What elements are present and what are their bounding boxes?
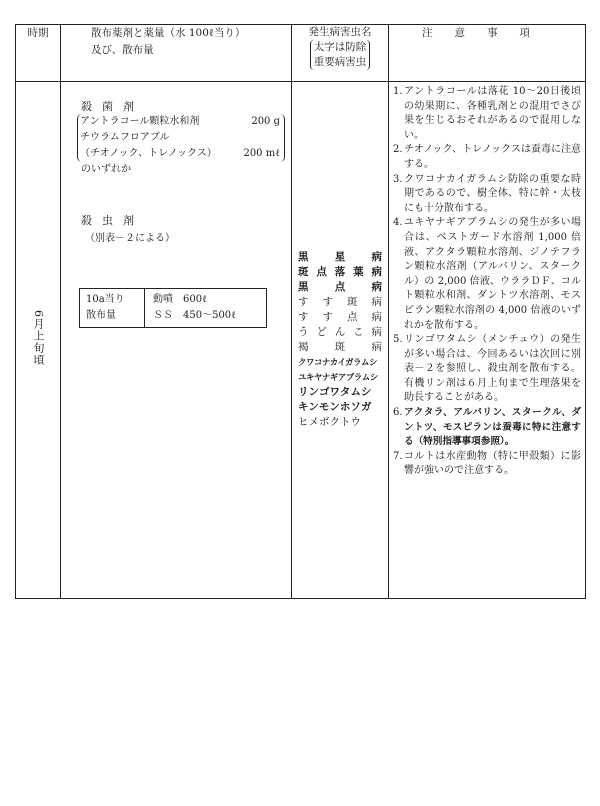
spray-schedule-sheet (15, 24, 585, 599)
pest-char: こ (353, 326, 364, 338)
note-number: 4. (393, 217, 403, 229)
pest-item: ヒメボクトウ (298, 416, 361, 428)
pest-char: 斑 (347, 296, 358, 308)
insecticide-heading: 殺虫剤 (81, 214, 144, 227)
header-pests (292, 25, 389, 82)
body-row (16, 82, 586, 599)
fungicide-heading: 殺菌剤 (81, 100, 144, 113)
spray-cell (61, 82, 292, 599)
note-item (393, 333, 581, 406)
pest-char: 病 (371, 341, 382, 353)
fungicide-bracket (77, 114, 285, 162)
pest-char: う (298, 326, 309, 338)
pest-char: す (298, 296, 309, 308)
header-notes-label: 注意事項 (422, 27, 552, 39)
pest-item (298, 250, 382, 265)
header-spray (61, 25, 292, 82)
volume-label1: 10a当り (86, 294, 125, 305)
note-number: 3. (393, 173, 403, 185)
fungicide-block (81, 98, 285, 178)
pest-item (298, 340, 382, 355)
pest-char: 病 (371, 326, 382, 338)
pest-char: す (322, 311, 333, 323)
pest-char: 点 (334, 281, 346, 293)
note-text: チオノック、トレノックスは蚕毒に注意する。 (404, 144, 581, 170)
header-row (16, 25, 586, 82)
pest-char: 斑 (298, 266, 309, 278)
pest-item (298, 280, 382, 295)
fungicide-item1-name: アントラコール顆粒水和剤 (80, 116, 200, 127)
fungicide-item-1 (80, 114, 280, 130)
volume-values (145, 289, 236, 327)
fungicide-either: のいずれか (81, 164, 131, 175)
pest-list (298, 250, 382, 430)
period-cell (16, 82, 61, 599)
pest-char: 斑 (334, 341, 346, 353)
pest-item (298, 325, 382, 340)
insecticide-block (81, 212, 175, 248)
header-pest-line1: 発生病害虫名 (308, 26, 372, 38)
note-text: アントラコールは落花 10～20日後頃の幼果期に、各種乳剤との混用でさび果を生じるおそれがあるので混用しない。 (404, 86, 581, 141)
pest-char: 落 (334, 266, 346, 278)
volume-val2: ＳＳ 450～500ℓ (153, 310, 236, 321)
note-number: 7. (393, 450, 403, 462)
pest-char: 病 (371, 281, 382, 293)
pest-char: ん (334, 326, 346, 338)
period-value: 6月上旬頃 (32, 310, 45, 366)
header-spray-line1: 散布薬剤と薬量（水 100ℓ当り） (91, 27, 246, 39)
note-item (393, 216, 581, 333)
pest-char: 病 (371, 266, 382, 278)
pest-char: す (322, 296, 333, 308)
pest-item (298, 310, 382, 325)
header-period: 時期 (16, 25, 61, 82)
notes-cell (389, 82, 586, 599)
pest-char: 黒 (298, 281, 309, 293)
volume-val1: 動噴 600ℓ (153, 294, 207, 305)
header-pest-line2: 太字は防除 (313, 41, 367, 53)
note-number: 5. (393, 334, 403, 346)
header-pest-line3: 重要病害虫 (313, 56, 367, 68)
note-number: 1. (393, 86, 403, 97)
header-spray-line2: 及び、散布量 (91, 44, 154, 56)
pest-item (298, 295, 382, 310)
pest-char: 病 (371, 296, 382, 308)
pest-item: リンゴワタムシ (298, 386, 372, 398)
note-text: ユキヤナギアブラムシの発生が多い場合は、ベストガード水溶剤 1,000 倍液、アクタラ顆粒水溶剤、ジノテフラン顆粒水溶剤（アルバリン、スタークル）の 2,000 倍液、ウララＤＦ、コルト顆粒水和剤、ダントツ水溶剤、モスピラン顆粒水溶剤の 4,000 倍液のいずれかを散布する。 (404, 217, 581, 331)
fungicide-item1-amount: 200 g (251, 116, 280, 127)
volume-label2: 散布量 (86, 310, 116, 321)
pest-char: 点 (316, 266, 327, 278)
pest-char: す (298, 311, 309, 323)
pest-char: 病 (371, 311, 382, 323)
spray-schedule-table (15, 24, 586, 599)
note-item (393, 85, 581, 143)
pest-item: クワコナカイガラムシ (298, 357, 377, 367)
note-number: 6. (393, 407, 403, 419)
note-item (393, 143, 581, 172)
insecticide-ref: （別表－２による） (85, 233, 175, 244)
fungicide-item-2-sub (80, 146, 280, 162)
pest-char: 星 (334, 251, 346, 263)
pest-char: ど (316, 326, 327, 338)
spray-volume-box (79, 288, 267, 328)
note-item (393, 450, 581, 479)
notes-list (393, 85, 581, 479)
volume-label (80, 289, 145, 327)
pest-char: 病 (371, 251, 382, 263)
pest-item: キンモンホソガ (298, 401, 372, 413)
pest-item: ユキヤナギアブラムシ (298, 372, 378, 382)
note-text: クワコナカイガラムシ防除の重要な時期であるので、樹全体、特に幹・太枝にも十分散布する。 (404, 173, 581, 214)
pest-char: 褐 (298, 341, 309, 353)
header-notes (389, 25, 586, 82)
note-number: 2. (393, 144, 403, 156)
note-item (393, 406, 581, 450)
pest-item (298, 265, 382, 280)
fungicide-item2-name: チウラムフロアブル (80, 132, 170, 143)
fungicide-item2-amount: 200 mℓ (243, 148, 280, 159)
pest-char: 点 (347, 311, 358, 323)
note-text: リンゴワタムシ（メンチュウ）の発生が多い場合は、今回あるいは次回に別表－２を参照し、殺虫剤を散布する。有機リン剤は６月上旬まで生理落果を助長することがある。 (404, 334, 581, 404)
note-item (393, 173, 581, 217)
pest-char: 黒 (298, 251, 309, 263)
note-text: アクタラ、アルバリン、スタークル、ダントツ、モスピランは蚕毒に特に注意する（特別指導事項参照）。 (404, 407, 581, 448)
header-pest-paren (310, 40, 371, 70)
fungicide-item2-sub: （チオノック、トレノックス） (80, 148, 217, 159)
note-text: コルトは水産動物（特に甲殻類）に影響が強いので注意する。 (404, 450, 581, 477)
pest-char: 葉 (353, 266, 364, 278)
pests-cell (292, 82, 389, 599)
